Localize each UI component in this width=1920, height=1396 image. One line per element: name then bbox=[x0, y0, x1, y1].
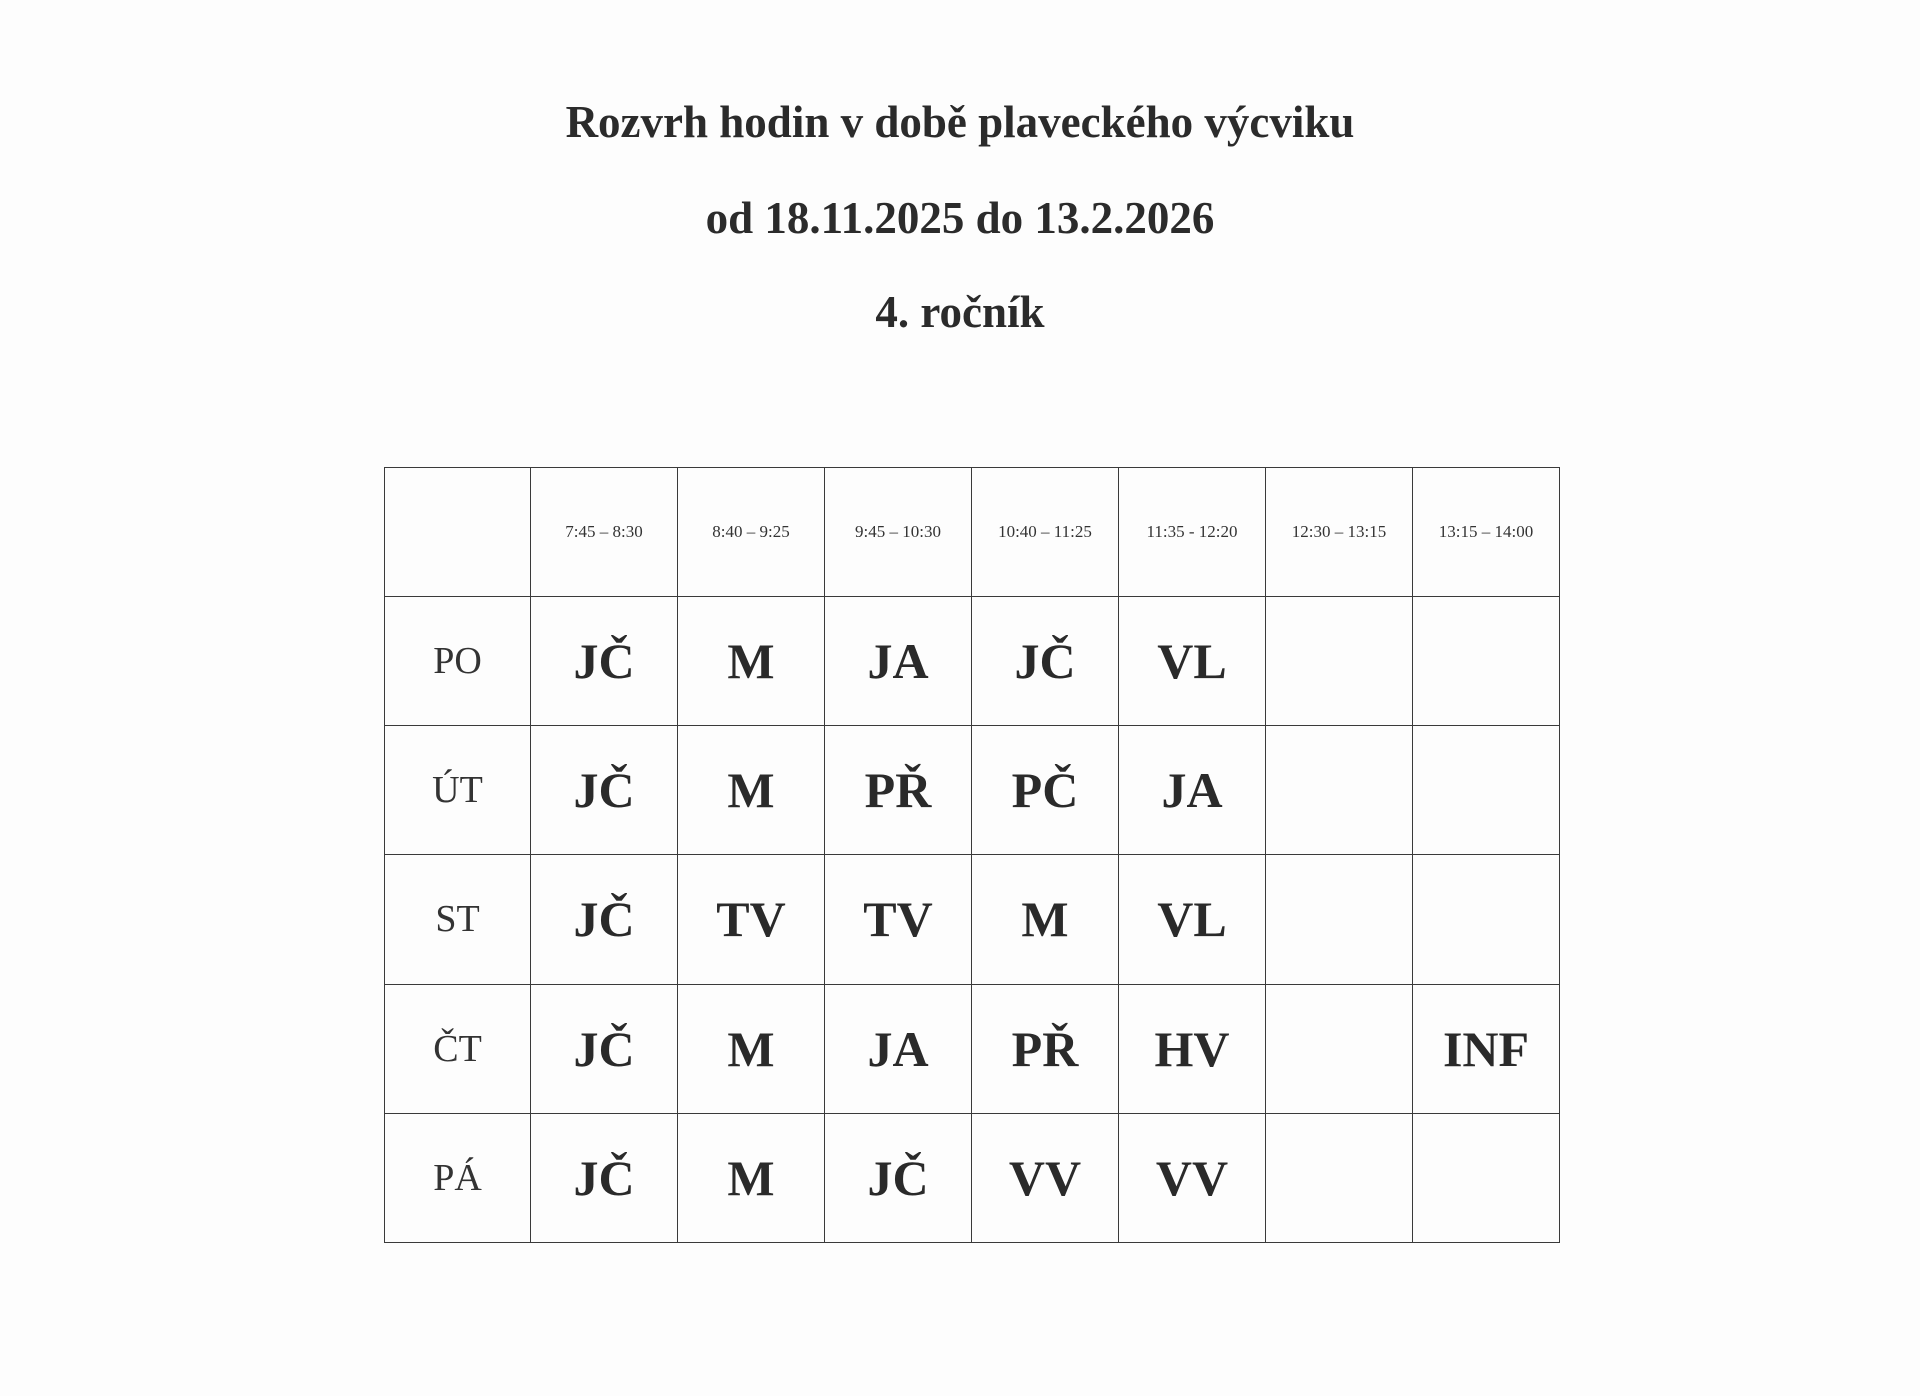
table-row bbox=[385, 597, 1560, 726]
subject-cell bbox=[1266, 855, 1413, 984]
subject-cell: JA bbox=[1119, 726, 1266, 855]
grade-label: 4. ročník bbox=[875, 287, 1045, 337]
subject-cell: M bbox=[678, 597, 825, 726]
subject-cell: JA bbox=[825, 984, 972, 1113]
time-slot-header: 12:30 – 13:15 bbox=[1266, 468, 1413, 597]
subject-cell: HV bbox=[1119, 984, 1266, 1113]
day-label: ÚT bbox=[385, 726, 531, 855]
subject-cell: JČ bbox=[531, 597, 678, 726]
day-label: PÁ bbox=[385, 1113, 531, 1242]
subject-cell bbox=[1413, 726, 1560, 855]
day-label: ČT bbox=[385, 984, 531, 1113]
subject-cell bbox=[1413, 597, 1560, 726]
subject-cell: JČ bbox=[972, 597, 1119, 726]
table-row bbox=[385, 726, 1560, 855]
day-label: PO bbox=[385, 597, 531, 726]
subject-cell: INF bbox=[1413, 984, 1560, 1113]
time-slot-header: 8:40 – 9:25 bbox=[678, 468, 825, 597]
subject-cell bbox=[1266, 984, 1413, 1113]
timetable bbox=[384, 467, 1560, 1243]
date-range: od 18.11.2025 do 13.2.2026 bbox=[705, 193, 1215, 243]
subject-cell: M bbox=[678, 1113, 825, 1242]
subject-cell: JA bbox=[825, 597, 972, 726]
time-slot-header: 7:45 – 8:30 bbox=[531, 468, 678, 597]
subject-cell: VV bbox=[1119, 1113, 1266, 1242]
subject-cell: JČ bbox=[825, 1113, 972, 1242]
subject-cell: JČ bbox=[531, 855, 678, 984]
time-slot-header: 9:45 – 10:30 bbox=[825, 468, 972, 597]
subject-cell bbox=[1266, 1113, 1413, 1242]
subject-cell: TV bbox=[678, 855, 825, 984]
subject-cell bbox=[1413, 1113, 1560, 1242]
subject-cell bbox=[1266, 726, 1413, 855]
table-row bbox=[385, 984, 1560, 1113]
subject-cell: PŘ bbox=[972, 984, 1119, 1113]
subject-cell: TV bbox=[825, 855, 972, 984]
table-row bbox=[385, 855, 1560, 984]
subject-cell bbox=[1266, 597, 1413, 726]
subject-cell: VL bbox=[1119, 855, 1266, 984]
subject-cell: JČ bbox=[531, 1113, 678, 1242]
document-title: Rozvrh hodin v době plaveckého výcviku bbox=[565, 97, 1355, 147]
subject-cell: M bbox=[678, 726, 825, 855]
subject-cell: JČ bbox=[531, 726, 678, 855]
subject-cell: PŘ bbox=[825, 726, 972, 855]
corner-cell bbox=[385, 468, 531, 597]
subject-cell: M bbox=[678, 984, 825, 1113]
time-slot-header: 10:40 – 11:25 bbox=[972, 468, 1119, 597]
header-row bbox=[385, 468, 1560, 597]
day-label: ST bbox=[385, 855, 531, 984]
subject-cell: PČ bbox=[972, 726, 1119, 855]
table-row bbox=[385, 1113, 1560, 1242]
subject-cell: VV bbox=[972, 1113, 1119, 1242]
subject-cell: M bbox=[972, 855, 1119, 984]
time-slot-header: 13:15 – 14:00 bbox=[1413, 468, 1560, 597]
time-slot-header: 11:35 - 12:20 bbox=[1119, 468, 1266, 597]
subject-cell bbox=[1413, 855, 1560, 984]
subject-cell: JČ bbox=[531, 984, 678, 1113]
subject-cell: VL bbox=[1119, 597, 1266, 726]
